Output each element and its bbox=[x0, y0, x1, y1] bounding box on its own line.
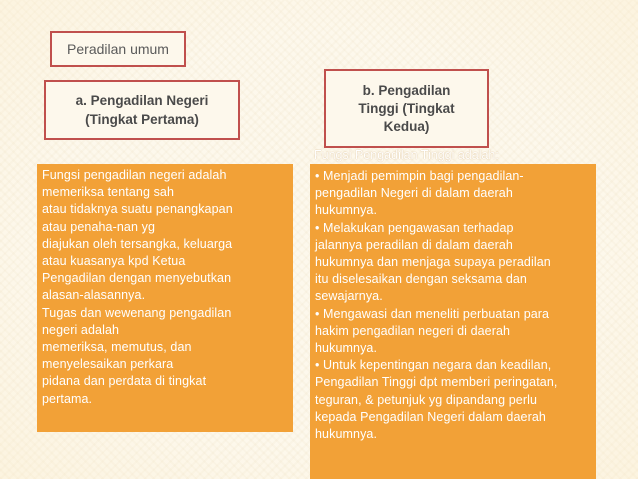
pengadilan-tinggi-description bbox=[310, 164, 596, 479]
pengadilan-tinggi-heading bbox=[358, 82, 454, 136]
pengadilan-negeri-description bbox=[37, 164, 293, 432]
pengadilan-negeri-heading bbox=[76, 91, 209, 129]
left-text-line: negeri adalah bbox=[42, 322, 120, 337]
right-text-line: hakim pengadilan negeri di daerah bbox=[315, 323, 511, 338]
right-text-line: itu diselesaikan dengan seksama dan bbox=[315, 272, 527, 287]
right-text-line: hukumnya dan menjaga supaya peradilan bbox=[315, 255, 551, 270]
right-text-line: hukumnya. bbox=[315, 203, 378, 218]
right-text-line: • Mengawasi dan meneliti perbuatan para bbox=[315, 306, 550, 321]
right-text-line: jalannya peradilan di dalam daerah bbox=[315, 237, 513, 252]
left-text-line: menyelesaikan perkara bbox=[42, 357, 174, 372]
right-text-line: hukumnya. bbox=[315, 341, 378, 356]
pengadilan-tinggi-heading-line-1: b. Pengadilan bbox=[362, 82, 451, 98]
left-text-line: diajukan oleh tersangka, keluarga bbox=[42, 236, 233, 251]
right-text-line: teguran, & petunjuk yg dipandang perlu bbox=[315, 392, 538, 407]
right-text-line: • Melakukan pengawasan terhadap bbox=[315, 220, 514, 235]
left-text-line: atau tidaknya suatu penangkapan bbox=[42, 202, 233, 217]
right-text-line: • Untuk kepentingan negara dan keadilan, bbox=[315, 358, 552, 373]
right-text-line: hukumnya. bbox=[315, 427, 378, 442]
right-text-line: pengadilan Negeri di dalam daerah bbox=[315, 186, 513, 201]
left-text-line: alasan-alasannya. bbox=[42, 288, 146, 303]
left-text-line: memeriksa tentang sah bbox=[42, 185, 175, 200]
left-text-line: atau penaha-nan yg bbox=[42, 219, 156, 234]
title-box bbox=[50, 31, 186, 67]
left-text-line: Tugas dan wewenang pengadilan bbox=[42, 305, 232, 320]
left-text-line: Fungsi pengadilan negeri adalah bbox=[42, 168, 227, 182]
left-text-line: memeriksa, memutus, dan bbox=[42, 340, 192, 355]
left-text-line: Pengadilan dengan menyebutkan bbox=[42, 271, 232, 286]
pengadilan-tinggi-heading-line-3: Kedua) bbox=[383, 118, 430, 134]
right-text-line: • Menjadi pemimpin bagi pengadilan- bbox=[315, 169, 524, 183]
pengadilan-negeri-box bbox=[44, 80, 240, 140]
pengadilan-tinggi-heading-line-2: Tinggi (Tingkat bbox=[358, 100, 455, 116]
pengadilan-tinggi-function-heading: Fungsi Pengadilan Tinggi adalah: bbox=[314, 148, 499, 162]
left-text-line: pidana dan perdata di tingkat bbox=[42, 374, 207, 389]
pengadilan-tinggi-box bbox=[324, 69, 489, 148]
left-text-line: pertama. bbox=[42, 391, 93, 406]
right-text-line: Pengadilan Tinggi dpt memberi peringatan, bbox=[315, 375, 558, 390]
pengadilan-negeri-heading-line-2: (Tingkat Pertama) bbox=[85, 112, 199, 127]
left-text-line: atau kuasanya kpd Ketua bbox=[42, 254, 186, 269]
pengadilan-negeri-heading-line-1: a. Pengadilan Negeri bbox=[75, 93, 209, 108]
title-label: Peradilan umum bbox=[67, 41, 169, 57]
right-text-line: sewajarnya. bbox=[315, 289, 383, 304]
right-text-line: kepada Pengadilan Negeri dalam daerah bbox=[315, 409, 546, 424]
